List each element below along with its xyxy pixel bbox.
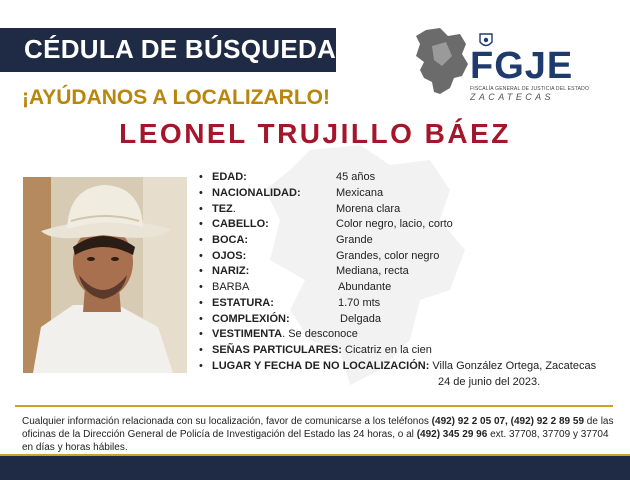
detail-label-ojos: OJOS:	[212, 250, 247, 262]
bullet-icon: •	[199, 360, 203, 372]
detail-label-tez-suffix: .	[232, 203, 236, 215]
detail-label-senas: SEÑAS PARTICULARES:	[212, 344, 342, 356]
detail-value-ojos: Grandes, color negro	[336, 250, 440, 262]
detail-label-edad: EDAD:	[212, 171, 247, 183]
detail-value-cabello: Color negro, lacio, corto	[336, 218, 453, 230]
bullet-icon: •	[199, 313, 203, 325]
bullet-icon: •	[199, 203, 203, 215]
bullet-icon: •	[199, 250, 203, 262]
footer-navy-stripe	[0, 456, 630, 480]
detail-label-nariz: NARIZ:	[212, 265, 250, 277]
detail-row-lugar	[212, 360, 596, 373]
bullet-icon: •	[199, 344, 203, 356]
footer-text-2: de las oficinas de la Dirección General de Policía de Investigación del Estado las 24 horas, o al	[22, 416, 614, 440]
person-name: LEONEL TRUJILLO BÁEZ	[119, 118, 511, 149]
footer-phone-1: (492) 92 2 05 07, (492) 92 2 89 59	[431, 416, 585, 427]
zacatecas-map-icon	[412, 26, 470, 96]
footer-phone-2: (492) 345 29 96	[416, 429, 488, 440]
fgje-logo	[410, 22, 590, 104]
detail-label-vestimenta-suffix: .	[282, 328, 286, 340]
detail-value-barba: Abundante	[338, 281, 392, 293]
bullet-icon: •	[199, 328, 203, 340]
detail-label-cabello: CABELLO:	[212, 218, 269, 230]
detail-value-boca: Grande	[336, 234, 373, 246]
detail-value-nacionalidad: Mexicana	[336, 187, 384, 199]
detail-value-nariz: Mediana, recta	[336, 265, 409, 277]
detail-value-senas: Cicatriz en la cien	[345, 344, 432, 356]
detail-label-nacionalidad: NACIONALIDAD:	[212, 187, 301, 199]
detail-value-estatura: 1.70 mts	[338, 297, 381, 309]
bullet-icon: •	[199, 218, 203, 230]
bullet-icon: •	[199, 265, 203, 277]
contact-info	[22, 415, 622, 454]
footer-text-1: Cualquier información relacionada con su localización, favor de comunicarse a los teléfonos	[22, 416, 432, 427]
divider	[15, 405, 613, 407]
bullet-icon: •	[199, 171, 203, 183]
detail-row-senas	[212, 344, 432, 357]
detail-label-tez: TEZ	[212, 203, 233, 215]
detail-label-complexion: COMPLEXIÓN:	[212, 313, 290, 325]
detail-label-tez-group	[212, 203, 236, 216]
detail-value-tez: Morena clara	[336, 203, 401, 215]
detail-value-edad: 45 años	[336, 171, 376, 183]
bullet-icon: •	[199, 297, 203, 309]
disappearance-date: 24 de junio del 2023.	[438, 376, 541, 388]
detail-value-vestimenta: Se desconoce	[288, 328, 358, 340]
detail-value-lugar: Villa González Ortega, Zacatecas	[432, 360, 597, 372]
detail-value-complexion: Delgada	[340, 313, 381, 325]
detail-label-estatura: ESTATURA:	[212, 297, 274, 309]
help-heading: ¡AYÚDANOS A LOCALIZARLO!	[22, 86, 330, 109]
detail-label-lugar: LUGAR Y FECHA DE NO LOCALIZACIÓN:	[212, 360, 430, 372]
logo-subtitle: FISCALÍA GENERAL DE JUSTICIA DEL ESTADO	[470, 86, 590, 92]
page-title: CÉDULA DE BÚSQUEDA	[24, 34, 337, 64]
detail-label-barba: BARBA	[212, 281, 250, 293]
detail-label-boca: BOCA:	[212, 234, 249, 246]
logo-state: ZACATECAS	[470, 92, 554, 102]
logo-letters: FGJE	[470, 45, 574, 87]
bullet-icon: •	[199, 187, 203, 199]
detail-label-vestimenta: VESTIMENTA	[212, 328, 283, 340]
bullet-icon: •	[199, 281, 203, 293]
detail-row-vestimenta	[212, 328, 358, 341]
bullet-icon: •	[199, 234, 203, 246]
person-photo	[23, 177, 187, 373]
footer-text-3: ext. 37708, 37709 y 37704 en días y horas hábiles.	[22, 429, 609, 453]
